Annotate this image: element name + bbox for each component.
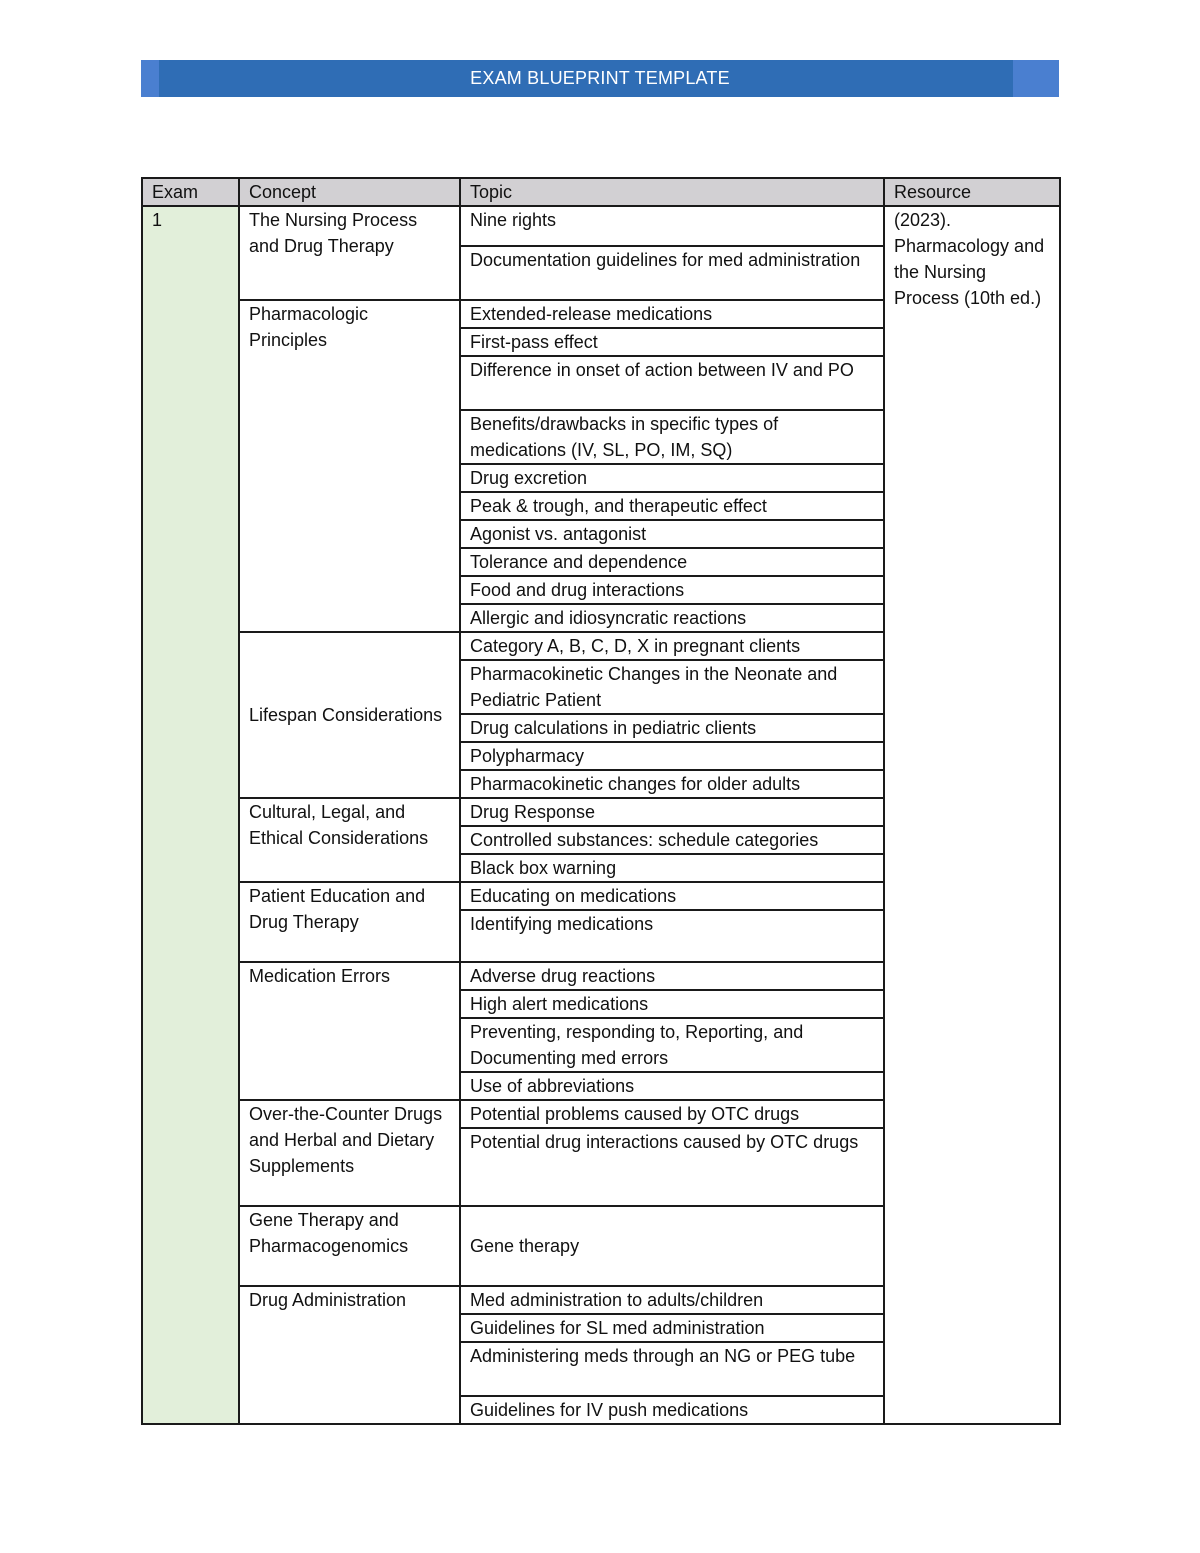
topic-cell: Agonist vs. antagonist <box>460 520 884 548</box>
header-banner <box>141 60 1059 97</box>
concept-cell: The Nursing Process and Drug Therapy <box>239 206 460 300</box>
header-row <box>142 178 1060 206</box>
topic-cell: Drug excretion <box>460 464 884 492</box>
topic-cell: Documentation guidelines for med administration <box>460 246 884 300</box>
col-header-topic: Topic <box>460 178 884 206</box>
banner-edge-right <box>1013 60 1059 97</box>
topic-cell: Black box warning <box>460 854 884 882</box>
topic-cell: Potential problems caused by OTC drugs <box>460 1100 884 1128</box>
page-title: EXAM BLUEPRINT TEMPLATE <box>470 68 730 88</box>
topic-cell: Drug Response <box>460 798 884 826</box>
topic-cell: First-pass effect <box>460 328 884 356</box>
topic-cell: Difference in onset of action between IV and PO <box>460 356 884 410</box>
topic-cell: Peak & trough, and therapeutic effect <box>460 492 884 520</box>
topic-cell: High alert medications <box>460 990 884 1018</box>
col-header-resource: Resource <box>884 178 1060 206</box>
concept-cell: Over-the-Counter Drugs and Herbal and Dietary Supplements <box>239 1100 460 1206</box>
topic-cell: Polypharmacy <box>460 742 884 770</box>
concept-cell: Pharmacologic Principles <box>239 300 460 632</box>
topic-cell: Adverse drug reactions <box>460 962 884 990</box>
topic-cell: Use of abbreviations <box>460 1072 884 1100</box>
topic-cell: Allergic and idiosyncratic reactions <box>460 604 884 632</box>
topic-cell: Extended-release medications <box>460 300 884 328</box>
topic-cell: Gene therapy <box>460 1206 884 1286</box>
topic-cell: Category A, B, C, D, X in pregnant clients <box>460 632 884 660</box>
banner-edge-left <box>141 60 159 97</box>
topic-cell: Potential drug interactions caused by OTC drugs <box>460 1128 884 1206</box>
topic-cell: Controlled substances: schedule categories <box>460 826 884 854</box>
topic-cell: Drug calculations in pediatric clients <box>460 714 884 742</box>
topic-cell: Administering meds through an NG or PEG tube <box>460 1342 884 1396</box>
blueprint-table <box>141 177 1061 1425</box>
concept-cell: Cultural, Legal, and Ethical Considerations <box>239 798 460 882</box>
topic-cell: Benefits/drawbacks in specific types of medications (IV, SL, PO, IM, SQ) <box>460 410 884 464</box>
concept-cell: Drug Administration <box>239 1286 460 1424</box>
exam-number: 1 <box>142 206 239 1424</box>
topic-cell: Pharmacokinetic Changes in the Neonate and Pediatric Patient <box>460 660 884 714</box>
resource-cell: (2023). Pharmacology and the Nursing Process (10th ed.) <box>884 206 1060 1424</box>
topic-cell: Preventing, responding to, Reporting, and Documenting med errors <box>460 1018 884 1072</box>
topic-cell: Guidelines for IV push medications <box>460 1396 884 1424</box>
col-header-concept: Concept <box>239 178 460 206</box>
topic-cell: Tolerance and dependence <box>460 548 884 576</box>
concept-cell: Patient Education and Drug Therapy <box>239 882 460 962</box>
concept-cell: Gene Therapy and Pharmacogenomics <box>239 1206 460 1286</box>
topic-cell: Nine rights <box>460 206 884 246</box>
topic-cell: Guidelines for SL med administration <box>460 1314 884 1342</box>
col-header-exam: Exam <box>142 178 239 206</box>
topic-cell: Pharmacokinetic changes for older adults <box>460 770 884 798</box>
topic-cell: Identifying medications <box>460 910 884 962</box>
topic-cell: Med administration to adults/children <box>460 1286 884 1314</box>
topic-cell: Educating on medications <box>460 882 884 910</box>
concept-cell: Lifespan Considerations <box>239 632 460 798</box>
table-row <box>142 206 1060 246</box>
concept-cell: Medication Errors <box>239 962 460 1100</box>
topic-cell: Food and drug interactions <box>460 576 884 604</box>
